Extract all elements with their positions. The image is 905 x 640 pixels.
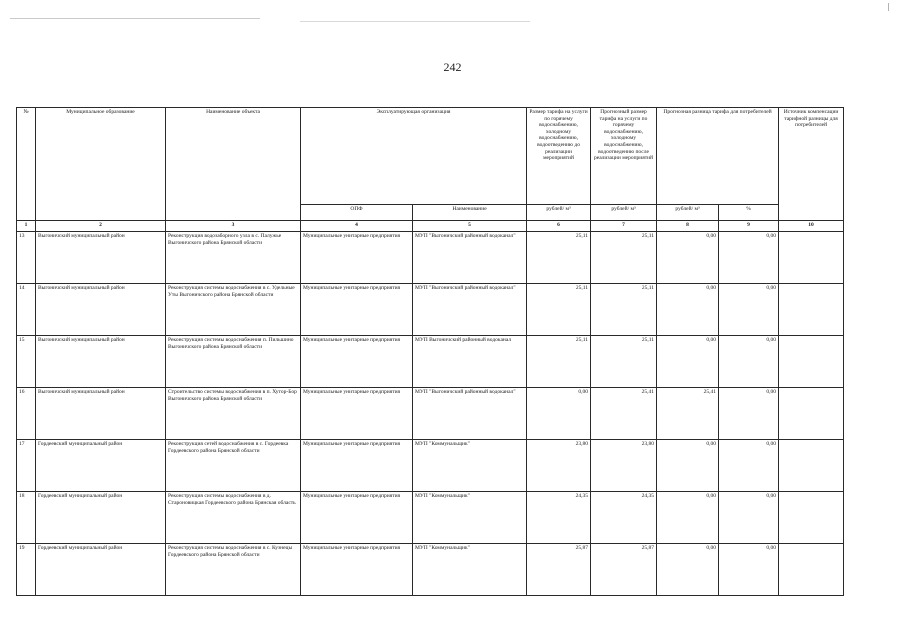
cell-number: 17 bbox=[17, 440, 36, 492]
column-index-cell: 7 bbox=[591, 221, 657, 232]
cell-number: 19 bbox=[17, 544, 36, 596]
page-number: 242 bbox=[443, 60, 462, 74]
header-cell-object: Наименование объекта bbox=[166, 108, 301, 221]
header-cell-municipality: Муниципальное образование bbox=[36, 108, 166, 221]
header-row bbox=[17, 108, 844, 205]
cell-tariff-before: 25,11 bbox=[527, 336, 591, 388]
header-cell-organization: Эксплуатирующая организация bbox=[301, 108, 527, 205]
column-index-cell: 2 bbox=[36, 221, 166, 232]
unit-cell-col6: рублей/ м³ bbox=[527, 205, 591, 221]
header-cell-tariff-after: Прогнозный размер тарифа на услуги по горячему водоснабжению, холодному водоснабжению, водоотведению после реализации мероприятий bbox=[591, 108, 657, 205]
cell-object: Строительство системы водоснабжения в п. Хутор-Бор Выгоничского района Брянской области bbox=[166, 388, 301, 440]
cell-tariff-before: 23,80 bbox=[527, 440, 591, 492]
header-cell-opf: ОПФ bbox=[301, 205, 413, 221]
cell-compensation-source bbox=[779, 284, 844, 336]
cell-diff-rub: 0,00 bbox=[657, 336, 719, 388]
cell-compensation-source bbox=[779, 544, 844, 596]
unit-cell-col9: % bbox=[719, 205, 779, 221]
table-row bbox=[17, 440, 844, 492]
table-row bbox=[17, 388, 844, 440]
cell-tariff-after: 24,35 bbox=[591, 492, 657, 544]
cell-municipality: Выгоничский муниципальный район bbox=[36, 232, 166, 284]
cell-diff-percent: 0,00 bbox=[719, 336, 779, 388]
cell-number: 16 bbox=[17, 388, 36, 440]
cell-opf: Муниципальные унитарные предприятия bbox=[301, 388, 413, 440]
column-index-cell: 5 bbox=[413, 221, 527, 232]
cell-diff-rub: 0,00 bbox=[657, 232, 719, 284]
cell-diff-rub: 25,41 bbox=[657, 388, 719, 440]
column-index-row bbox=[17, 221, 844, 232]
cell-number: 18 bbox=[17, 492, 36, 544]
cell-tariff-after: 23,80 bbox=[591, 440, 657, 492]
cell-number: 13 bbox=[17, 232, 36, 284]
unit-cell-col8: рублей/ м³ bbox=[657, 205, 719, 221]
cell-diff-percent: 0,00 bbox=[719, 388, 779, 440]
cell-object: Реконструкция системы водоснабжения в с. Удельные Уты Выгоничского района Брянской области bbox=[166, 284, 301, 336]
cell-org-name: МУП "Коммунальщик" bbox=[413, 544, 527, 596]
cell-object: Реконструкция системы водоснабжения в д. Староновицкая Гордеевского района Брянская область bbox=[166, 492, 301, 544]
cell-tariff-before: 0,00 bbox=[527, 388, 591, 440]
header-cell-org-name: Наименование bbox=[413, 205, 527, 221]
cell-compensation-source bbox=[779, 336, 844, 388]
table-row bbox=[17, 492, 844, 544]
scan-dash bbox=[300, 21, 530, 22]
unit-cell-col7: рублей/ м³ bbox=[591, 205, 657, 221]
cell-org-name: МУП "Выгоничский районный водоканал" bbox=[413, 232, 527, 284]
cell-tariff-after: 25,11 bbox=[591, 336, 657, 388]
cell-tariff-before: 25,11 bbox=[527, 284, 591, 336]
cell-opf: Муниципальные унитарные предприятия bbox=[301, 284, 413, 336]
cell-number: 14 bbox=[17, 284, 36, 336]
table-row bbox=[17, 284, 844, 336]
cell-number: 15 bbox=[17, 336, 36, 388]
cell-object: Реконструкция системы водоснабжения п. Пильшино Выгоничского района Брянской области bbox=[166, 336, 301, 388]
cell-opf: Муниципальные унитарные предприятия bbox=[301, 492, 413, 544]
cell-municipality: Выгоничский муниципальный район bbox=[36, 388, 166, 440]
cell-tariff-after: 25,41 bbox=[591, 388, 657, 440]
cell-org-name: МУП "Выгоничский районный водоканал" bbox=[413, 284, 527, 336]
cell-tariff-after: 25,11 bbox=[591, 284, 657, 336]
cell-opf: Муниципальные унитарные предприятия bbox=[301, 336, 413, 388]
column-index-cell: 10 bbox=[779, 221, 844, 232]
cell-municipality: Выгоничский муниципальный район bbox=[36, 336, 166, 388]
cell-diff-rub: 0,00 bbox=[657, 284, 719, 336]
cell-tariff-before: 25,11 bbox=[527, 232, 591, 284]
cell-diff-percent: 0,00 bbox=[719, 232, 779, 284]
cell-municipality: Гордеевский муниципальный район bbox=[36, 544, 166, 596]
column-index-cell: 3 bbox=[166, 221, 301, 232]
cell-object: Реконструкция водозаборного узла в с. Палужье Выгоничского района Брянской области bbox=[166, 232, 301, 284]
cell-org-name: МУП "Выгоничский районный водоканал" bbox=[413, 388, 527, 440]
cell-tariff-before: 24,35 bbox=[527, 492, 591, 544]
header-cell-tariff-before: Размер тарифа на услуги по горячему водоснабжению, холодному водоснабжению, водоотведению до реализации мероприятий bbox=[527, 108, 591, 205]
scan-tick bbox=[888, 3, 889, 11]
cell-diff-rub: 0,00 bbox=[657, 440, 719, 492]
cell-municipality: Гордеевский муниципальный район bbox=[36, 492, 166, 544]
cell-opf: Муниципальные унитарные предприятия bbox=[301, 544, 413, 596]
cell-object: Реконструкция сетей водоснабжения в с. Гордеевка Гордеевского района Брянской области bbox=[166, 440, 301, 492]
table-row bbox=[17, 336, 844, 388]
header-cell-number: № bbox=[17, 108, 36, 221]
cell-compensation-source bbox=[779, 492, 844, 544]
cell-compensation-source bbox=[779, 232, 844, 284]
column-index-cell: 6 bbox=[527, 221, 591, 232]
cell-diff-rub: 0,00 bbox=[657, 492, 719, 544]
column-index-cell: 1 bbox=[17, 221, 36, 232]
cell-diff-percent: 0,00 bbox=[719, 492, 779, 544]
cell-org-name: МУП Выгоничский районный водоканал bbox=[413, 336, 527, 388]
cell-municipality: Гордеевский муниципальный район bbox=[36, 440, 166, 492]
cell-tariff-before: 25,87 bbox=[527, 544, 591, 596]
cell-object: Реконструкция системы водоснабжения в с. Кузнецы Гордеевского района Брянской области bbox=[166, 544, 301, 596]
column-index-cell: 9 bbox=[719, 221, 779, 232]
cell-opf: Муниципальные унитарные предприятия bbox=[301, 440, 413, 492]
scan-dash bbox=[10, 18, 260, 19]
table-row bbox=[17, 544, 844, 596]
cell-compensation-source bbox=[779, 440, 844, 492]
header-cell-tariff-diff: Прогнозная разница тарифа для потребителей bbox=[657, 108, 779, 205]
cell-org-name: МУП "Коммунальщик" bbox=[413, 492, 527, 544]
table-row bbox=[17, 232, 844, 284]
cell-diff-percent: 0,00 bbox=[719, 544, 779, 596]
cell-compensation-source bbox=[779, 388, 844, 440]
column-index-cell: 8 bbox=[657, 221, 719, 232]
cell-diff-rub: 0,00 bbox=[657, 544, 719, 596]
column-index-cell: 4 bbox=[301, 221, 413, 232]
cell-org-name: МУП "Коммунальщик" bbox=[413, 440, 527, 492]
cell-tariff-after: 25,11 bbox=[591, 232, 657, 284]
cell-diff-percent: 0,00 bbox=[719, 284, 779, 336]
cell-municipality: Выгоничский муниципальный район bbox=[36, 284, 166, 336]
cell-tariff-after: 25,87 bbox=[591, 544, 657, 596]
tariff-table bbox=[16, 107, 844, 596]
cell-diff-percent: 0,00 bbox=[719, 440, 779, 492]
header-cell-compensation-source: Источник компенсации тарифной разницы для потребителей bbox=[779, 108, 844, 221]
cell-opf: Муниципальные унитарные предприятия bbox=[301, 232, 413, 284]
